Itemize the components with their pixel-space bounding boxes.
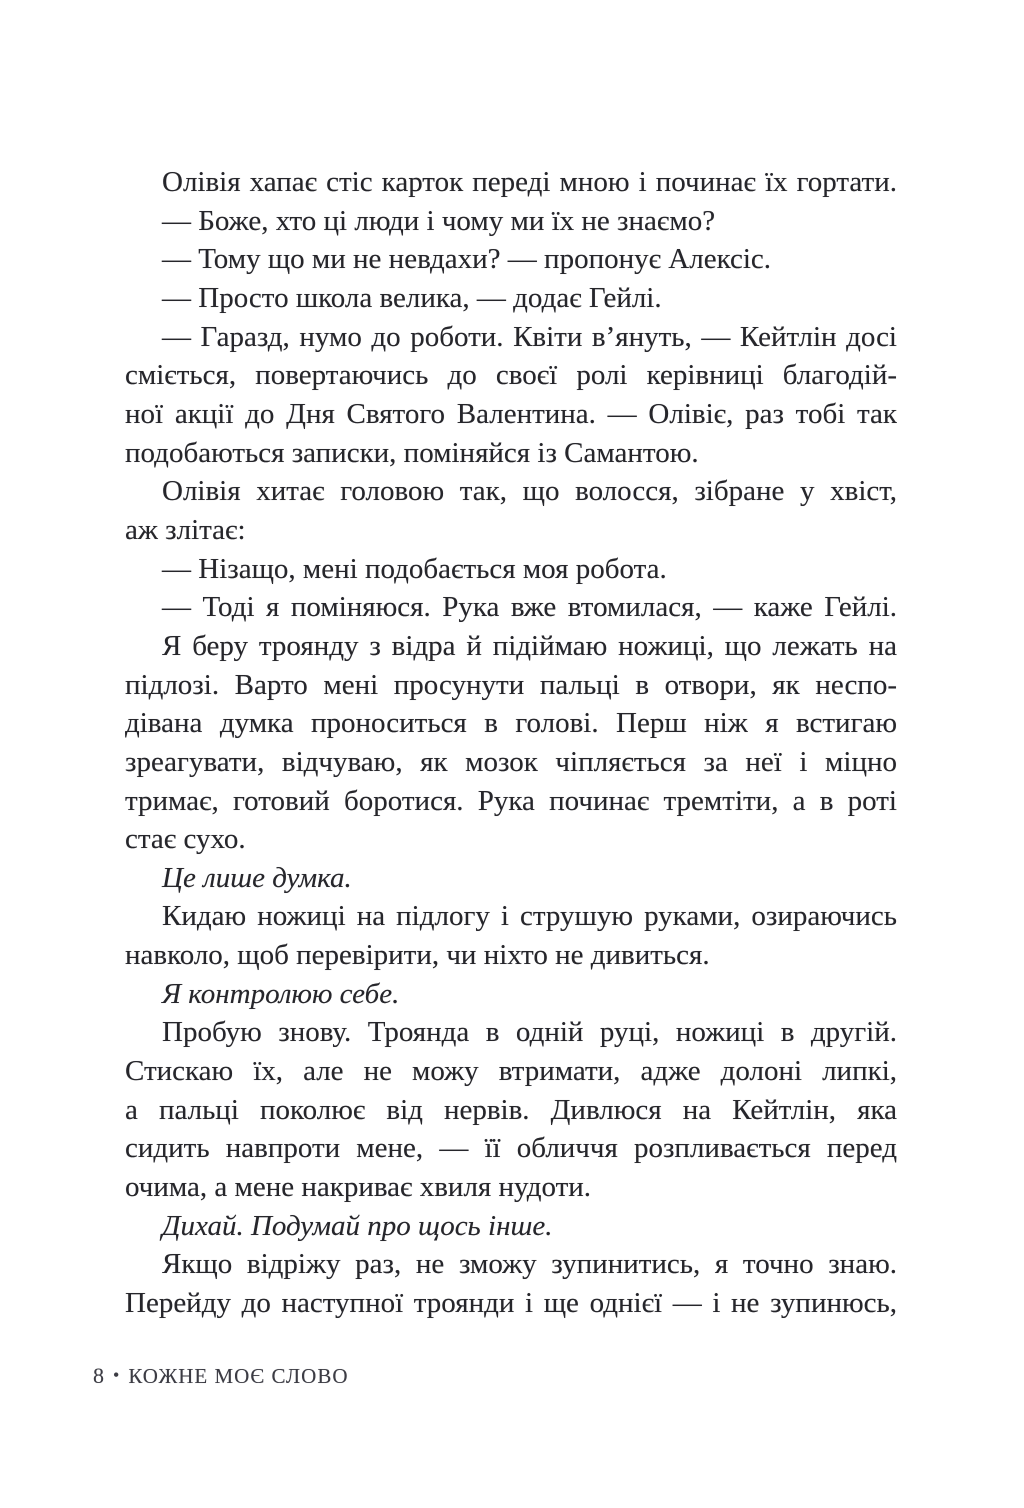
text-line-italic: Це лише думка. — [162, 861, 352, 894]
text-line: сміється, повертаючись до своєї ролі керівниці благодій- — [125, 359, 897, 392]
bullet-separator: • — [113, 1365, 120, 1385]
text-line-italic: Я контролюю себе. — [162, 977, 400, 1010]
text-line: навколо, щоб перевірити, чи ніхто не дивиться. — [125, 939, 710, 972]
text-line: Пробую знову. Троянда в одній руці, ножиці в другій. — [162, 1016, 897, 1049]
text-line: а пальці поколює від нервів. Дивлюся на Кейтлін, яка — [125, 1093, 897, 1126]
text-line: — Тоді я поміняюся. Рука вже втомилася, — каже Гейлі. — [162, 591, 897, 624]
text-line-italic: Дихай. Подумай про щось інше. — [162, 1209, 553, 1242]
text-line: подобаються записки, поміняйся із Самантою. — [125, 436, 699, 469]
text-line: Олівія хапає стіс карток переді мною і починає їх гортати. — [162, 166, 897, 198]
text-line: — Гаразд, нумо до роботи. Квіти в’януть, — Кейтлін досі — [162, 320, 897, 353]
text-line: Кидаю ножиці на підлогу і струшую руками, озираючись — [162, 900, 897, 933]
text-line: ної акції до Дня Святого Валентина. — Олівіє, раз тобі так — [125, 397, 897, 430]
text-line: — Просто школа велика, — додає Гейлі. — [162, 281, 662, 314]
page-footer — [93, 1363, 349, 1389]
text-line: — Тому що ми не невдахи? — пропонує Алексіс. — [162, 243, 772, 276]
text-line: підлозі. Варто мені просунути пальці в отвори, як неспо- — [125, 668, 897, 701]
page-number: 8 — [93, 1363, 104, 1388]
text-line: Стискаю їх, але не можу втримати, адже долоні липкі, — [125, 1055, 897, 1088]
text-line: аж злітає: — [125, 513, 246, 546]
running-title: КОЖНЕ МОЄ СЛОВО — [128, 1364, 349, 1388]
text-line: зреагувати, відчуваю, як мозок чіпляється за неї і міцно — [125, 745, 897, 778]
text-line: стає сухо. — [125, 823, 246, 856]
text-line: Якщо відріжу раз, не зможу зупинитись, я точно знаю. — [162, 1248, 897, 1281]
text-line: — Боже, хто ці люди і чому ми їх не знаємо? — [162, 204, 716, 237]
text-line: сидить навпроти мене, — її обличчя розпливається перед — [125, 1132, 897, 1165]
page-text — [125, 163, 897, 1323]
text-line: дівана думка проноситься в голові. Перш ніж я встигаю — [125, 707, 897, 740]
text-line: — Нізащо, мені подобається моя робота. — [162, 552, 667, 585]
text-line: Перейду до наступної троянди і ще однієї — і не зупинюсь, — [125, 1287, 897, 1320]
text-line: очима, а мене накриває хвиля нудоти. — [125, 1171, 592, 1204]
text-line: Олівія хитає головою так, що волосся, зібране у хвіст, — [162, 475, 897, 508]
text-line: тримає, готовий боротися. Рука починає тремтіти, а в роті — [125, 784, 897, 817]
text-line: Я беру троянду з відра й підіймаю ножиці, що лежать на — [162, 629, 897, 662]
